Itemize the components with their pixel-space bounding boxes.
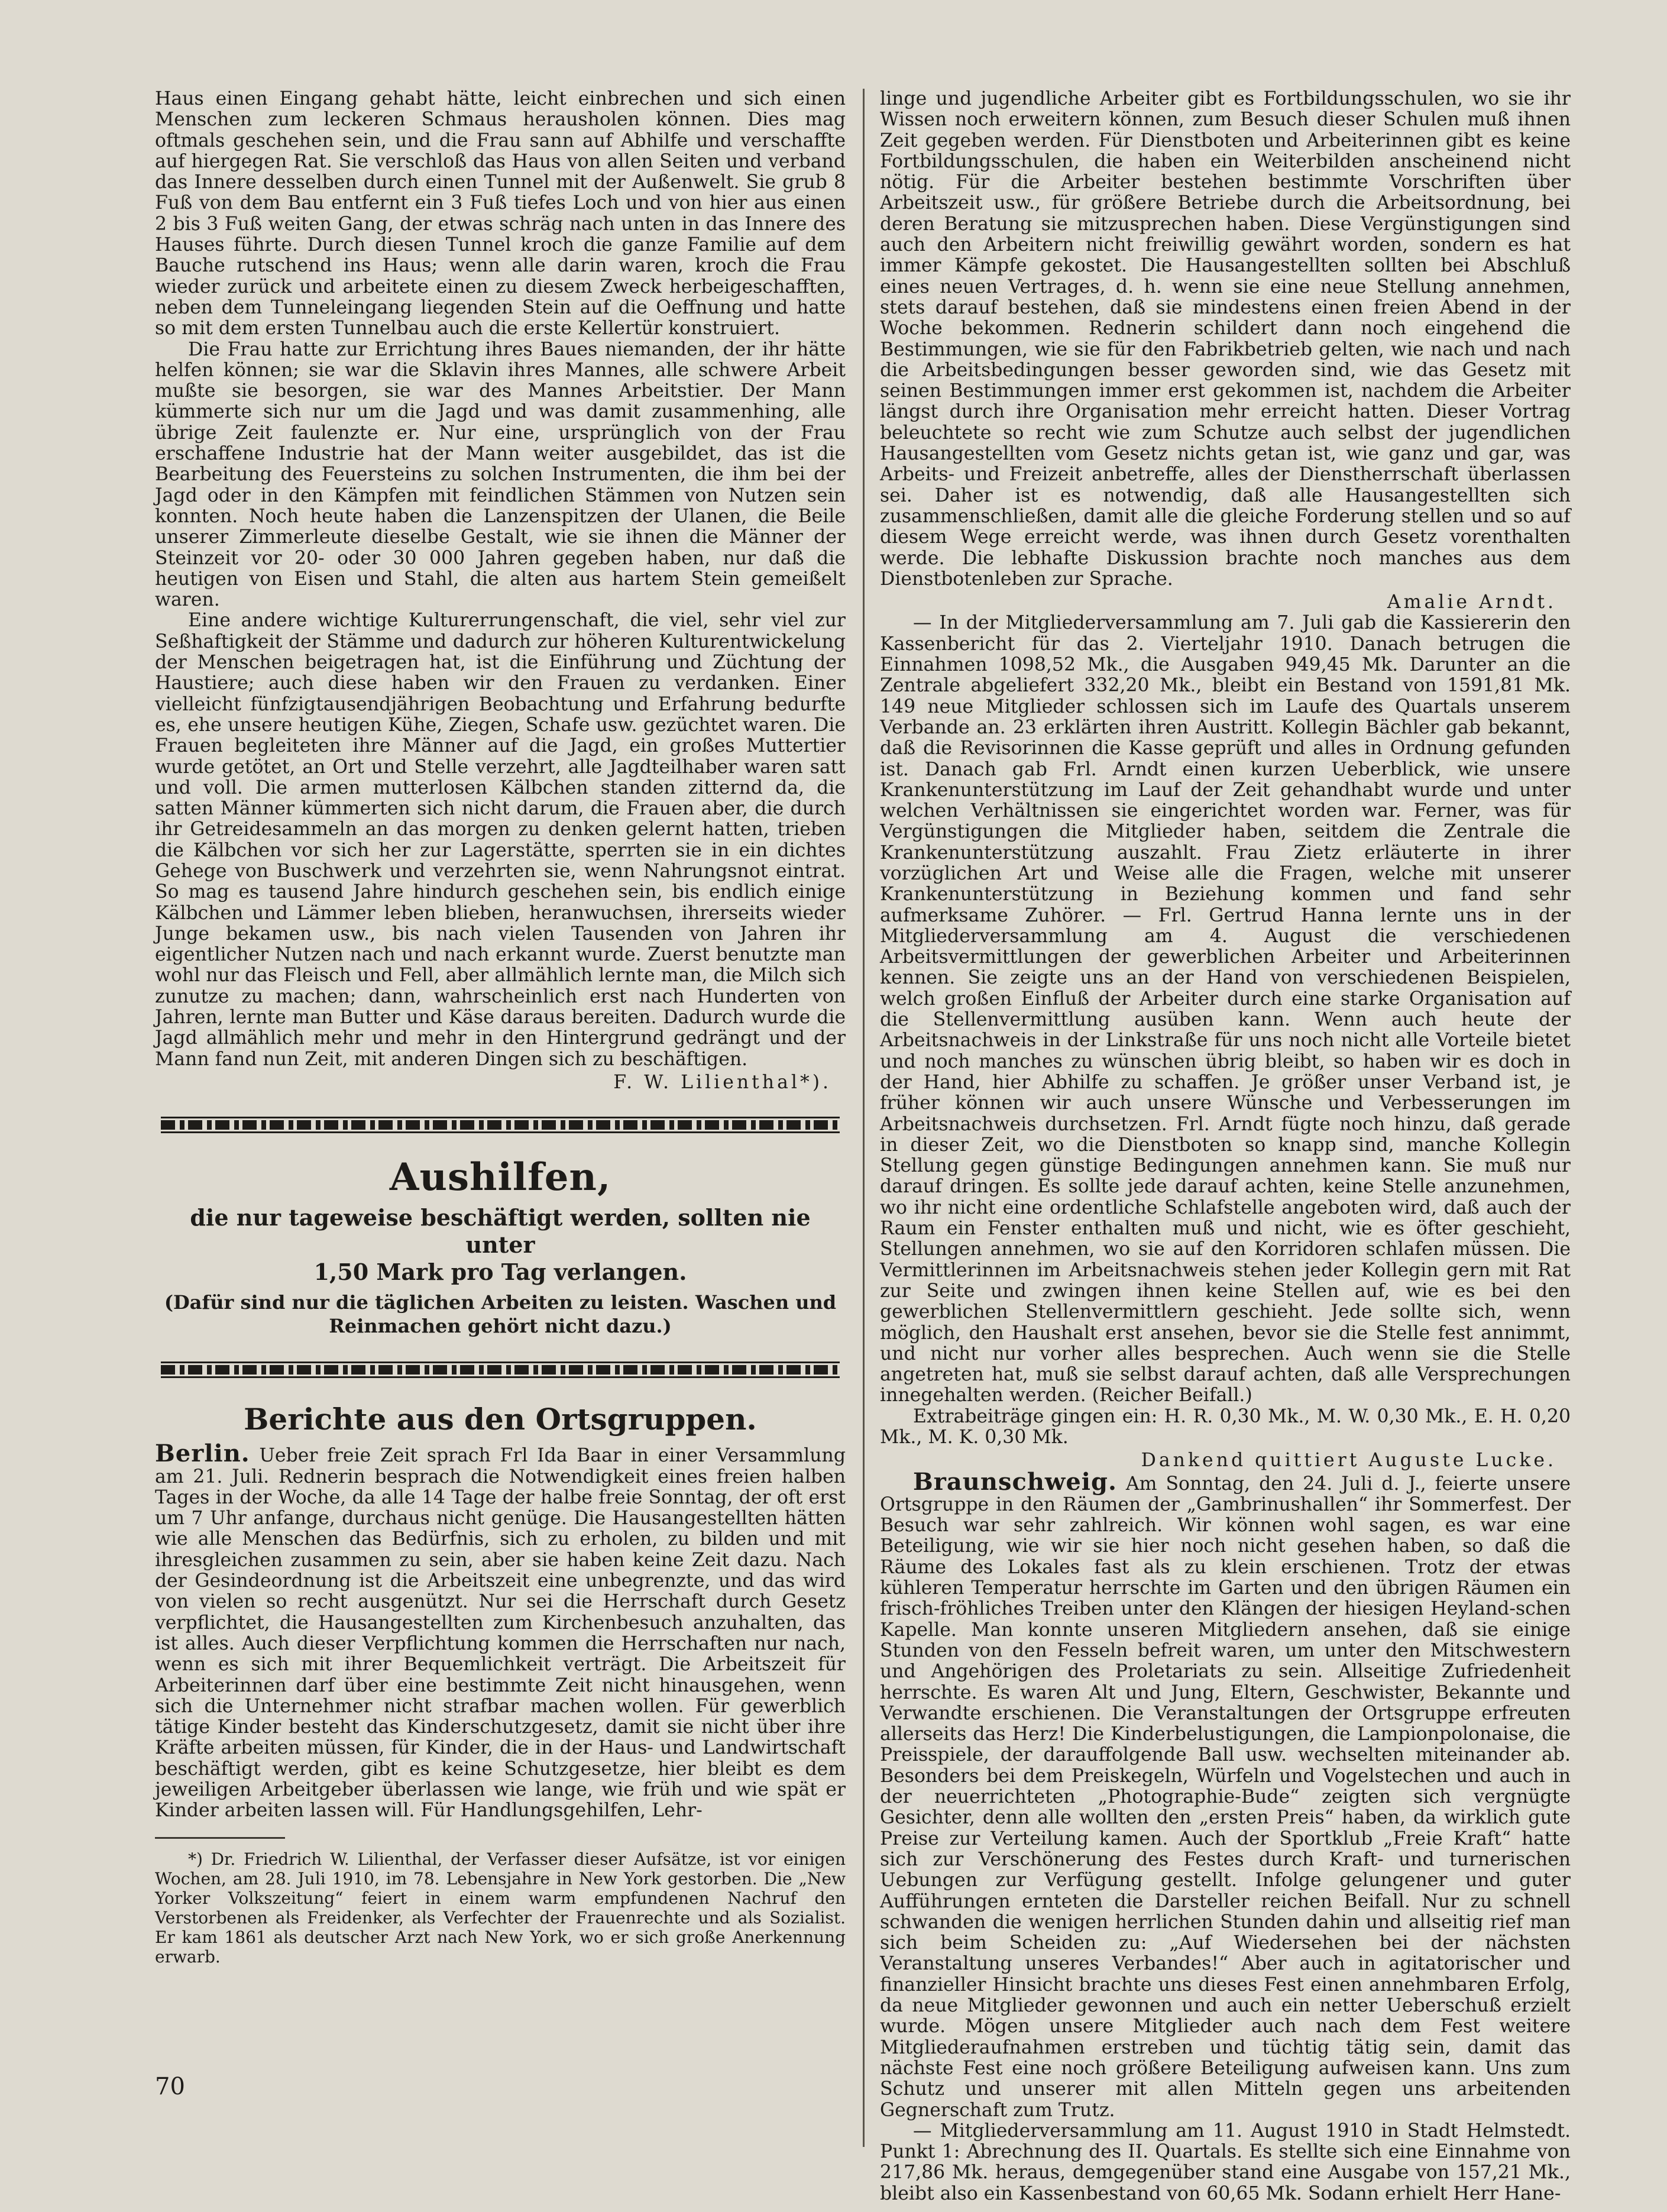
report-paragraph [155,1440,846,1822]
article-paragraph: Die Frau hatte zur Errichtung ihres Baues niemanden, der ihr hätte helfen können; sie war die Sklavin ihres Mannes, alle schwere Arbeit mußte sie besorgen, sie war des Mannes Arbeitstier. Der Mann kümmerte sich nur um die Jagd und was damit zusammenhing, alle übrige Zeit faulenzte er. Nur eine, ursprünglich von der Frau erschaffene Industrie hat der Mann weiter ausgebildet, das ist die Bearbeitung des Feuersteins zu solchen Instrumenten, die ihm bei der Jagd oder in den Kämpfen mit feindlichen Stämmen von Nutzen sein konnten. Noch heute haben die Lanzenspitzen der Ulanen, die Beile unserer Zimmerleute dieselbe Gestalt, wie sie ihnen die Männer der Steinzeit vor 20- oder 30 000 Jahren gegeben haben, nur daß die heutigen von Eisen und Stahl, die alten aus hartem Stein gemeißelt waren. [155,338,846,611]
section-heading: Berichte aus den Ortsgruppen. [244,1402,757,1437]
author-signature: F. W. Lilienthal*). [613,1071,831,1093]
notice-line: 1,50 Mark pro Tag verlangen. [313,1259,687,1286]
ornamental-rule-top [161,1117,840,1133]
place-name: Berlin. [155,1440,250,1468]
left-column [155,89,846,1967]
notice-subtext: (Dafür sind nur die täglichen Arbeiten zu leisten. Waschen und Reinmachen gehört nicht dazu.) [164,1291,837,1338]
footnote: *) Dr. Friedrich W. Lilienthal, der Verfasser dieser Aufsätze, ist vor einigen Wochen, am 28. Juli 1910, im 78. Lebensjahre in New York gestorben. Die „New Yorker Volkszeitung“ feiert in einem warm empfundenen Nachruf den Verstorbenen als Freidenker, als Verfechter der Frauenrechte und als Sozialist. Er kam 1861 als deutscher Arzt nach New York, wo er sich große Anerkennung erwarb. [155,1849,846,1967]
article-paragraph: Haus einen Eingang gehabt hätte, leicht einbrechen und sich einen Menschen zum leckeren Schmaus herausholen können. Dies mag oftmals geschehen sein, und die Frau sann auf Abhilfe und verschaffte auf hiergegen Rat. Sie verschloß das Haus von allen Seiten und verband das Innere desselben durch einen Tunnel mit der Außenwelt. Sie grub 8 Fuß von dem Bau entfernt ein 3 Fuß tiefes Loch und von hier aus einen 2 bis 3 Fuß weiten Gang, der etwas schräg nach unten in das Innere des Hauses führte. Durch diesen Tunnel kroch die ganze Familie auf dem Bauche rutschend ins Haus; wenn alle darin waren, kroch die Frau wieder zurück und arbeitete einen zu diesem Zweck herbeigeschafften, neben dem Tunneleingang liegenden Stein auf die Oeffnung und hatte so mit dem ersten Tunnelbau auch die erste Kellertür konstruiert. [155,88,846,339]
report-paragraph: linge und jugendliche Arbeiter gibt es Fortbildungsschulen, wo sie ihr Wissen noch erweitern können, zum Besuch dieser Schulen muß ihnen Zeit gegeben werden. Für Dienstboten und Arbeiterinnen gibt es keine Fortbildungsschulen, die haben ein Weiterbilden anscheinend nicht nötig. Für die Arbeiter bestehen bestimmte Vorschriften über Arbeitszeit usw., für größere Betriebe durch die Arbeitsordnung, bei deren Beratung sie mitzusprechen haben. Diese Vergünstigungen sind auch den Arbeitern nicht freiwillig gewährt worden, sondern es hat immer Kämpfe gekostet. Die Hausangestellten sollten bei Abschluß eines neuen Vertrages, d. h. wenn sie eine neue Stellung annehmen, stets darauf bestehen, daß sie mindestens einen freien Abend in der Woche bekommen. Rednerin schildert dann noch eingehend die Bestimmungen, wie sie für den Fabrikbetrieb gelten, wie nach und nach die Arbeitsbedingungen besser geworden sind, wie das Gesetz mit seinen Bestimmungen immer erst gekommen ist, nachdem die Arbeiter längst durch ihre Organisation mehr erreicht hatten. Dieser Vortrag beleuchtete so recht wie zum Schutze auch selbst der jugendlichen Hausangestellten vom Gesetz nichts getan ist, wie ganz und gar, was Arbeits- und Freizeit anbetreffe, alles der Dienstherrschaft überlassen sei. Daher ist es notwendig, daß alle Hausangestellten sich zusammenschließen, damit alle die gleiche Forderung stellen und so auf diesem Wege erreicht werde, was ihnen durch Gesetz vorenthalten werde. Die lebhafte Diskussion brachte noch manches aus dem Dienstbotenleben zur Sprache. [880,88,1571,590]
place-name: Braunschweig. [913,1467,1117,1496]
column-divider [863,89,865,2147]
report-paragraph: — In der Mitgliederversammlung am 7. Juli gab die Kassiererin den Kassenbericht für das 2. Vierteljahr 1910. Danach betrugen die Einnahmen 1098,52 Mk., die Ausgaben 949,45 Mk. Darunter an die Zentrale abgeliefert 332,20 Mk., bleibt ein Bestand von 1591,81 Mk. 149 neue Mitglieder schlossen sich im Laufe des Quartals unserem Verbande an. 23 erklärten ihren Austritt. Kollegin Bächler gab bekannt, daß die Revisorinnen die Kasse geprüft und alles in Ordnung gefunden ist. Danach gab Frl. Arndt einen kurzen Ueberblick, wie unsere Krankenunterstützung im Lauf der Zeit gehandhabt wurde und unter welchen Verhältnissen sie eingerichtet worden war. Ferner, was für Vergünstigungen die Mitglieder haben, seitdem die Zentrale die Krankenunterstützung auszahlt. Frau Zietz erläuterte in ihrer vorzüglichen Art und Weise alle die Fragen, welche mit unserer Krankenunterstützung in Beziehung kommen und fand sehr aufmerksame Zuhörer. — Frl. Gertrud Hanna lernte uns in der Mitgliederversammlung am 4. August die verschiedenen Arbeitsvermittlungen der gewerblichen Arbeiter und Arbeiterinnen kennen. Sie zeigte uns an der Hand von verschiedenen Beispielen, welch großen Einfluß der Arbeiter durch eine starke Organisation auf die Stellenvermittlung ausüben kann. Wenn auch heute der Arbeitsnachweis in der Linkstraße für uns noch nicht alle Vorteile bietet und noch manches zu wünschen übrig bleibt, so haben wir es doch in der Hand, hier Abhilfe zu schaffen. Je größer unser Verband ist, je früher können wir auch unsere Wünsche und Verbesserungen im Arbeitsnachweis durchsetzen. Frl. Arndt fügte noch hinzu, daß gerade in dieser Zeit, wo die Dienstboten so knapp sind, manche Kollegin Stellung gegen günstige Bedingungen annehmen kann. Sie muß nur darauf dringen. Es sollte jede darauf achten, keine Stelle anzunehmen, wo ihr nicht eine ordentliche Schlafstelle angeboten wird, daß auch der Raum ein Fenster enthalten muß und nicht, wie es öfter geschieht, Stellungen annehmen, wo sie auf den Korridoren schlafen müssen. Die Vermittlerinnen im Arbeitsnachweis stehen jeder Kollegin gern mit Rat zur Seite und zwingen ihnen keine Stellen auf, wie es bei den gewerblichen Stellenvermittlern geschieht. Jede sollte sich, wenn möglich, den Haushalt erst ansehen, bevor sie die Stelle fest annimmt, und nicht nur vorher alles besprechen. Auch wenn sie die Stelle angetreten hat, muß sie selbst darauf achten, daß alle Versprechungen innegehalten werden. (Reicher Beifall.) [880,612,1571,1406]
report-paragraph: — Mitgliederversammlung am 11. August 1910 in Stadt Helmstedt. Punkt 1: Abrechnung des II. Quartals. Es stellte sich eine Einnahme von 217,86 Mk. heraus, demgegenüber stand eine Ausgabe von 157,21 Mk., bleibt also ein Kassenbestand von 60,65 Mk. Sodann erhielt Herr Hane- [880,2120,1571,2204]
ornamental-rule-bottom [161,1362,840,1378]
donations-line: Extrabeiträge gingen ein: H. R. 0,30 Mk., M. W. 0,30 Mk., E. H. 0,20 Mk., M. K. 0,30 Mk. [880,1405,1571,1448]
footnote-rule [155,1837,285,1839]
report-signature: Amalie Arndt. [1387,591,1556,613]
report-text: Am Sonntag, den 24. Juli d. J., feierte unsere Ortsgruppe in den Räumen der „Gambrinushallen“ ihr Sommerfest. Der Besuch war sehr zahlreich. Wir können wohl sagen, es war eine Beteiligung, wie wir sie hier noch nicht gesehen haben, so daß die Räume des Lokales fast als zu klein erschienen. Trotz der etwas kühleren Temperatur herrschte im Garten und den übrigen Räumen ein frisch-fröhliches Treiben unter den Klängen der hiesigen Heyland-schen Kapelle. Man konnte unseren Mitgliedern ansehen, daß sie einige Stunden von den Fesseln befreit waren, um unter den Mitschwestern und Angehörigen des Proletariats zu sein. Allseitige Zufriedenheit herrschte. Es waren Alt und Jung, Eltern, Geschwister, Bekannte und Verwandte erschienen. Die Veranstaltungen der Ortsgruppe erfreuten allerseits das Herz! Die Kinderbelustigungen, die Lampionpolonaise, die Preisspiele, der darauffolgende Ball usw. wechselten miteinander ab. Besonders bei dem Preiskegeln, Würfeln und Vogelstechen und auch in der neuerrichteten „Photographie-Bude“ zeigten sich vergnügte Gesichter, denn alle wollten den „ersten Preis“ haben, da wirklich gute Preise zur Verteilung kamen. Auch der Sportklub „Freie Kraft“ hatte sich zur Verschönerung des Festes durch Kraft- und turnerischen Uebungen zur Verfügung gestellt. Infolge gelungener und guter Aufführungen ernteten die Darsteller reichen Beifall. Nur zu schnell schwanden die wenigen herrlichen Stunden dahin und allseitig rief man sich beim Scheiden zu: „Auf Wiedersehen bei der nächsten Veranstaltung unseres Verbandes!“ Aber auch in agitatorischer und finanzieller Hinsicht brachte uns dieses Fest einen annehmbaren Erfolg, da neue Mitglieder gewonnen und auch ein netter Ueberschuß erzielt wurde. Mögen unsere Mitglieder auch nach dem Fest weitere Mitgliederaufnahmen erstreben und tüchtig tätig sein, damit das nächste Fest eine noch größere Beteiligung aufweisen kann. Uns zum Schutz und unserer mit allen Mitteln gegen uns arbeitenden Gegnerschaft zum Trutz. [880,1473,1571,2121]
article-paragraph: Eine andere wichtige Kulturerrungenschaft, die viel, sehr viel zur Seßhaftigkeit der Stämme und dadurch zur höheren Kulturentwickelung der Menschen beigetragen hat, ist die Einführung und Züchtung der Haustiere; auch diese haben wir den Frauen zu verdanken. Einer vielleicht fünfzigtausendjährigen Beobachtung und Erfahrung bedurfte es, ehe unsere heutigen Kühe, Ziegen, Schafe usw. gezüchtet waren. Die Frauen begleiteten ihre Männer auf die Jagd, ein großes Muttertier wurde getötet, an Ort und Stelle verzehrt, alle Jagdteilhaber waren satt und voll. Die armen mutterlosen Kälbchen standen zitternd da, die satten Männer kümmerten sich nicht darum, die Frauen aber, die durch ihr Getreidesammeln an das morgen zu denken gelernt hatten, trieben die Kälbchen vor sich her zur Lagerstätte, sperrten sie in ein dichtes Gehege von Buschwerk und verzehrten sie, wenn Nahrungsnot eintrat. So mag es tausend Jahre hindurch geschehen sein, bis endlich einige Kälbchen und Lämmer leben blieben, heranwuchsen, ihrerseits wieder Junge bekamen usw., bis nach vielen Tausenden von Jahren ihr eigentlicher Nutzen nach und nach erkannt wurde. Zuerst benutzte man wohl nur das Fleisch und Fell, aber allmählich lernte man, die Milch sich zunutze zu machen; dann, wahrscheinlich erst nach Hunderten von Jahren, lernte man Butter und Käse daraus bereiten. Dadurch wurde die Jagd allmählich mehr und mehr in den Hintergrund gedrängt und der Mann fand nun Zeit, mit anderen Dingen sich zu beschäftigen. [155,610,846,1070]
right-column [880,89,1571,2204]
receipt-signature: Dankend quittiert Auguste Lucke. [1141,1450,1556,1472]
notice-line: die nur tageweise beschäftigt werden, sollten nie unter [190,1204,811,1259]
report-paragraph [880,1467,1571,2121]
notice-title: Aushilfen, [389,1155,611,1200]
report-text: Ueber freie Zeit sprach Frl Ida Baar in einer Versammlung am 21. Juli. Rednerin besprach die Notwendigkeit eines freien halben Tages in der Woche, da alle 14 Tage der halbe freie Sonntag, der oft erst um 7 Uhr anfange, durchaus nicht genüge. Die Hausangestellten hätten wie alle Menschen das Bedürfnis, sich zu erholen, zu bilden und mit ihresgleichen zusammen zu sein, aber sie haben keine Zeit dazu. Nach der Gesindeordnung ist die Arbeitszeit eine unbegrenzte, und das wird von vielen so recht ausgenützt. Nur sei die Herrschaft durch Gesetz verpflichtet, die Hausangestellten zum Kirchenbesuch anzuhalten, das ist alles. Auch dieser Verpflichtung kommen die Herrschaften nur nach, wenn es sich mit ihrer Bequemlichkeit verträgt. Die Arbeitszeit für Arbeiterinnen darf über eine bestimmte Zeit nicht hinausgehen, wenn sich die Unternehmer nicht strafbar machen wollen. Für gewerblich tätige Kinder besteht das Kinderschutzgesetz, damit sie nicht über ihre Kräfte arbeiten müssen, für Kinder, die in der Haus- und Landwirtschaft beschäftigt werden, gibt es keine Schutzgesetze, hier bleibt es dem jeweiligen Arbeitgeber überlassen wie lange, wie früh und wie spät er Kinder arbeiten lassen will. Für Handlungsgehilfen, Lehr- [155,1445,846,1822]
page-number: 70 [155,2073,185,2100]
